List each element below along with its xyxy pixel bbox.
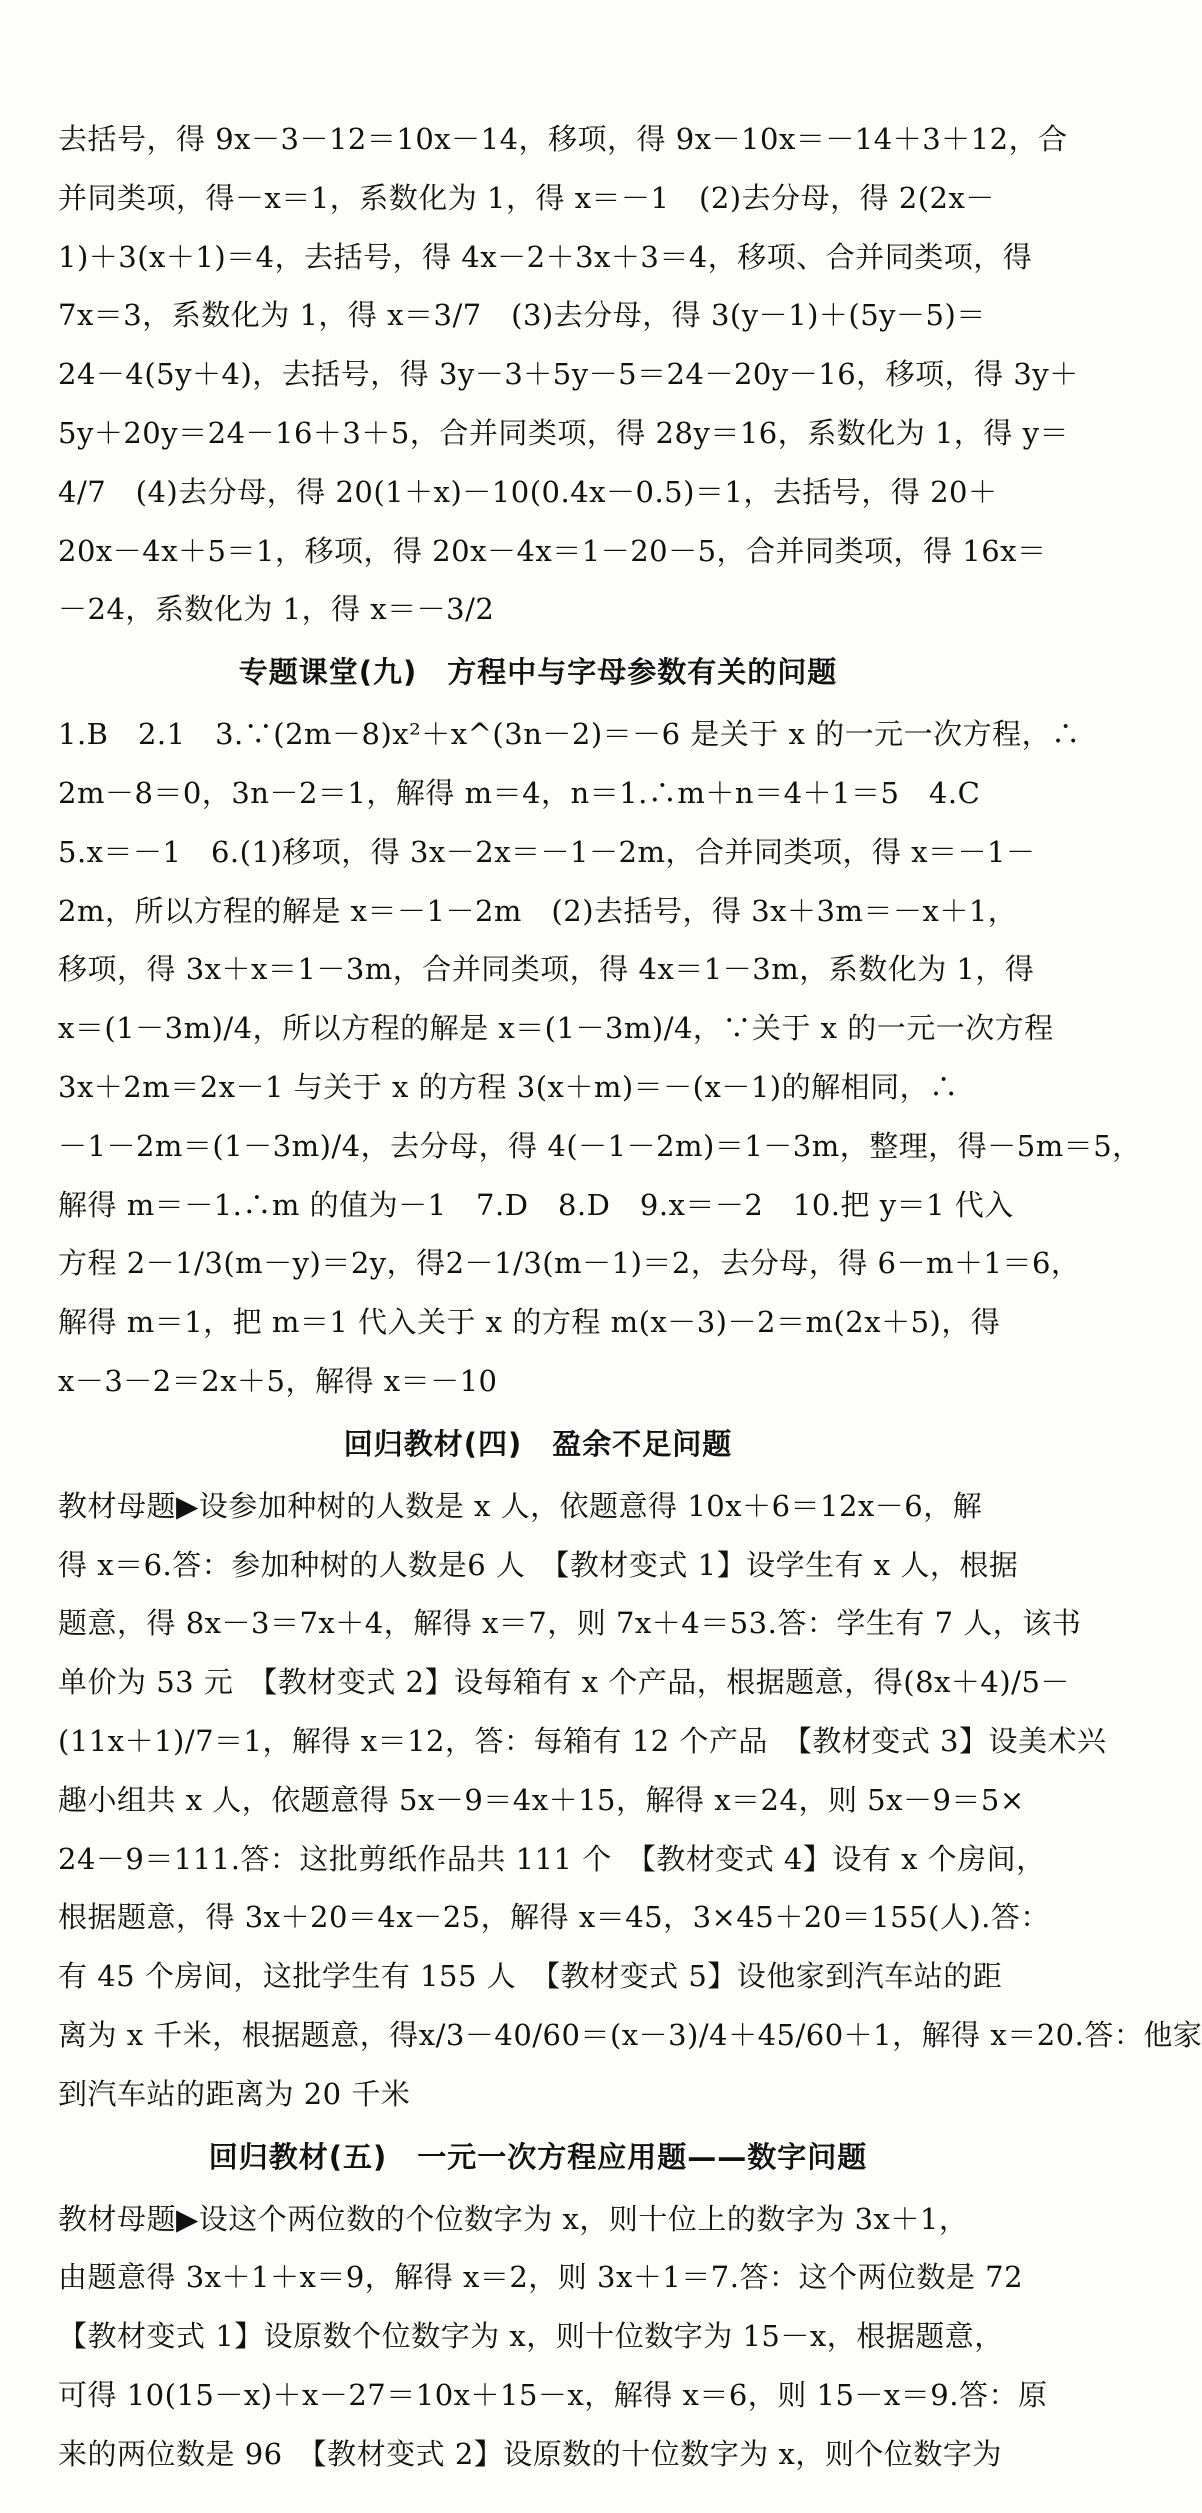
- text-line: 教材母题▶设这个两位数的个位数字为 x，则十位上的数字为 3x＋1，: [58, 2201, 969, 2236]
- text-line: x－3－2＝2x＋5，解得 x＝－10: [58, 1363, 498, 1398]
- text-line: 1.B 2.1 3.∵(2m－8)x²＋x^(3n－2)＝－6 是关于 x 的一元一次方程，∴: [58, 717, 1081, 752]
- section-heading-textbook-review-4: 回归教材(四) 盈余不足问题: [343, 1426, 733, 1461]
- text-line: 解得 m＝1，把 m＝1 代入关于 x 的方程 m(x－3)－2＝m(2x＋5)，得: [58, 1305, 1001, 1340]
- text-line: 可得 10(15－x)＋x－27＝10x＋15－x，解得 x＝6，则 15－x＝9.答：原: [58, 2377, 1048, 2412]
- text-line: 得 x＝6.答：参加种树的人数是6 人 【教材变式 1】设学生有 x 人，根据: [58, 1547, 1019, 1582]
- text-line: x＝(1－3m)/4，所以方程的解是 x＝(1－3m)/4，∵关于 x 的一元一次方程: [58, 1011, 1054, 1046]
- section-heading-special-topic-9: 专题课堂(九) 方程中与字母参数有关的问题: [238, 655, 838, 690]
- text-line: 7x＝3，系数化为 1，得 x＝3/7 (3)去分母，得 3(y－1)＋(5y－5)＝: [58, 298, 986, 333]
- text-line: 24－9＝111.答：这批剪纸作品共 111 个 【教材变式 4】设有 x 个房间，: [58, 1841, 1046, 1876]
- text-line: 来的两位数是 96 【教材变式 2】设原数的十位数字为 x，则个位数字为: [58, 2436, 1002, 2471]
- text-line: 去括号，得 9x－3－12＝10x－14，移项，得 9x－10x＝－14＋3＋12，合: [58, 122, 1068, 156]
- text-line: 题意，得 8x－3＝7x＋4，解得 x＝7，则 7x＋4＝53.答：学生有 7 人，该书: [58, 1606, 1082, 1641]
- text-line: 并同类项，得－x＝1，系数化为 1，得 x＝－1 (2)去分母，得 2(2x－: [58, 180, 995, 215]
- text-line: 【教材变式 1】设原数个位数字为 x，则十位数字为 15－x，根据题意，: [58, 2319, 1004, 2354]
- text-line: 1)＋3(x＋1)＝4，去括号，得 4x－2＋3x＋3＝4，移项、合并同类项，得: [58, 239, 1033, 274]
- text-line: 单价为 53 元 【教材变式 2】设每箱有 x 个产品，根据题意，得(8x＋4)/5－: [58, 1665, 1070, 1700]
- text-line: 5.x＝－1 6.(1)移项，得 3x－2x＝－1－2m，合并同类项，得 x＝－1－: [58, 834, 1036, 869]
- text-line: －1－2m＝(1－3m)/4，去分母，得 4(－1－2m)＝1－3m，整理，得－5m＝5，: [58, 1128, 1142, 1163]
- textbook-review-5-text: [58, 2190, 1048, 2484]
- textbook-review-4-text: [58, 1477, 1202, 2124]
- special-topic-9-text: [58, 705, 1142, 1411]
- text-line: 移项，得 3x＋x＝1－3m，合并同类项，得 4x＝1－3m，系数化为 1，得: [58, 952, 1035, 987]
- answer-page: [58, 110, 1202, 2483]
- text-line: 2m，所以方程的解是 x＝－1－2m (2)去括号，得 3x＋3m＝－x＋1，: [58, 893, 1018, 928]
- text-line: 趣小组共 x 人，依题意得 5x－9＝4x＋15，解得 x＝24，则 5x－9＝5×: [58, 1782, 1025, 1817]
- text-line: 24－4(5y＋4)，去括号，得 3y－3＋5y－5＝24－20y－16，移项，得 3y＋: [58, 357, 1079, 392]
- text-line: 根据题意，得 3x＋20＝4x－25，解得 x＝45，3×45＋20＝155(人).答：: [58, 1900, 1050, 1935]
- text-line: 4/7 (4)去分母，得 20(1＋x)－10(0.4x－0.5)＝1，去括号，得 20＋: [58, 474, 998, 509]
- section-heading-textbook-review-5: 回归教材(五) 一元一次方程应用题——数字问题: [208, 2139, 868, 2174]
- text-line: 2m－8＝0，3n－2＝1，解得 m＝4，n＝1.∴m＋n＝4＋1＝5 4.C: [58, 775, 981, 810]
- previous-section-text: [58, 110, 1079, 639]
- text-line: 3x＋2m＝2x－1 与关于 x 的方程 3(x＋m)＝－(x－1)的解相同，∴: [58, 1069, 959, 1104]
- text-line: 由题意得 3x＋1＋x＝9，解得 x＝2，则 3x＋1＝7.答：这个两位数是 72: [58, 2260, 1024, 2295]
- text-line: 到汽车站的距离为 20 千米: [58, 2076, 411, 2111]
- text-line: (11x＋1)/7＝1，解得 x＝12，答：每箱有 12 个产品 【教材变式 3】设美术兴: [58, 1723, 1107, 1758]
- text-line: 方程 2－1/3(m－y)＝2y，得2－1/3(m－1)＝2，去分母，得 6－m＋1＝6，: [58, 1246, 1081, 1281]
- text-line: 20x－4x＋5＝1，移项，得 20x－4x＝1－20－5，合并同类项，得 16x＝: [58, 533, 1047, 568]
- text-line: －24，系数化为 1，得 x＝－3/2: [58, 592, 495, 627]
- text-line: 教材母题▶设参加种树的人数是 x 人，依题意得 10x＋6＝12x－6，解: [58, 1488, 983, 1523]
- text-line: 5y＋20y＝24－16＋3＋5，合并同类项，得 28y＝16，系数化为 1，得 y＝: [58, 415, 1069, 450]
- text-line: 离为 x 千米，根据题意，得x/3－40/60＝(x－3)/4＋45/60＋1，解得 x＝20.答：他家: [58, 2017, 1202, 2052]
- text-line: 有 45 个房间，这批学生有 155 人 【教材变式 5】设他家到汽车站的距: [58, 1959, 1003, 1994]
- text-line: 解得 m＝－1.∴m 的值为－1 7.D 8.D 9.x＝－2 10.把 y＝1 代入: [58, 1187, 1014, 1222]
